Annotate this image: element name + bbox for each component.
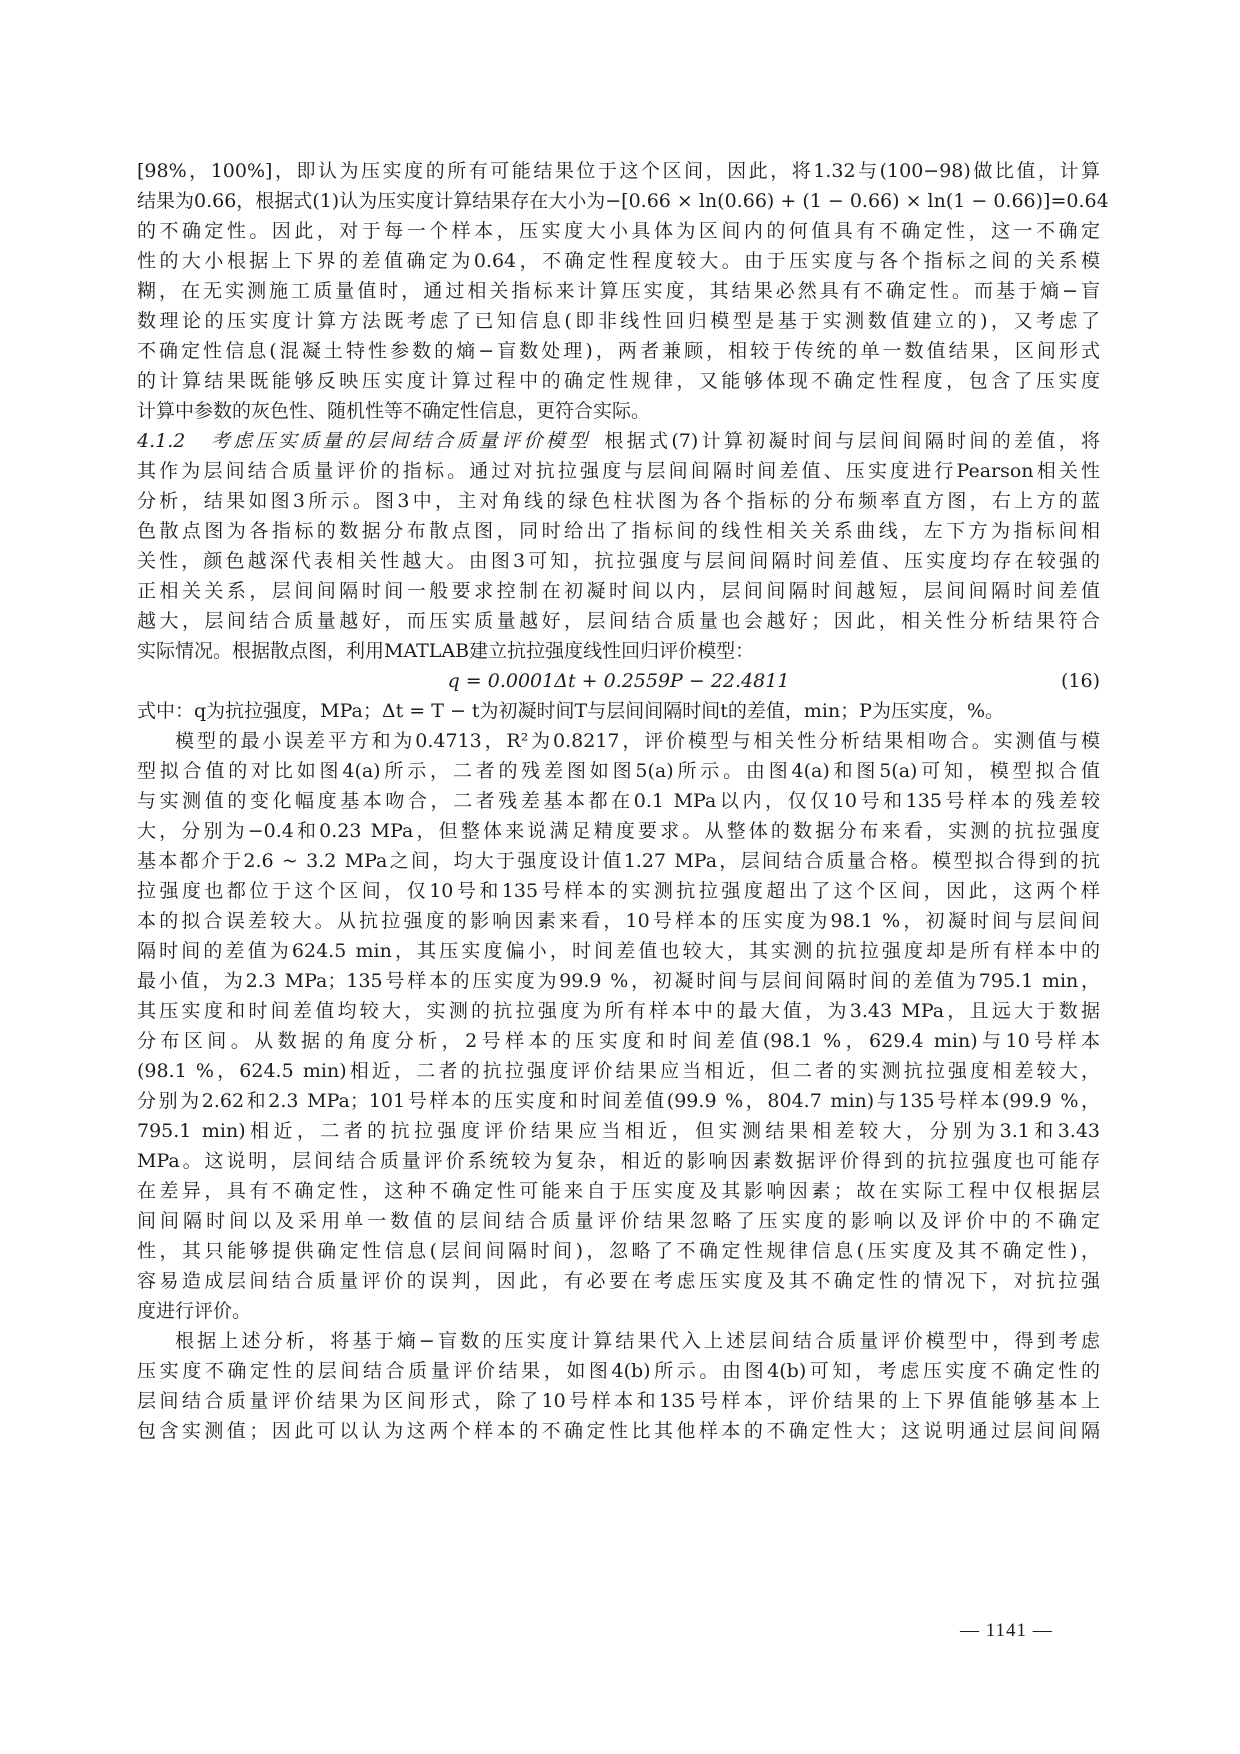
text-line: 795.1 min)相近，二者的抗拉强度评价结果应当相近，但实测结果相差较大，分别为3.1和3.43 <box>137 1120 1100 1142</box>
text-line: 与实测值的变化幅度基本吻合，二者残差基本都在0.1 MPa以内，仅仅10号和135号样本的残差较 <box>137 790 1100 812</box>
text-line: 越大，层间结合质量越好，而压实质量越好，层间结合质量也会越好；因此，相关性分析结果符合 <box>137 610 1100 632</box>
text-line: 根据上述分析，将基于熵−盲数的压实度计算结果代入上述层间结合质量评价模型中，得到考虑 <box>175 1330 1100 1352</box>
text-line: 基本都介于2.6 ~ 3.2 MPa之间，均大于强度设计值1.27 MPa，层间结合质量合格。模型拟合得到的抗 <box>137 850 1100 872</box>
equation-number: (16) <box>1060 670 1100 692</box>
text-line: 分布区间。从数据的角度分析，2号样本的压实度和时间差值(98.1 %，629.4 min)与10号样本 <box>137 1030 1100 1052</box>
text-line: 间间隔时间以及采用单一数值的层间结合质量评价结果忽略了压实度的影响以及评价中的不确定 <box>137 1210 1100 1232</box>
text-line: 正相关关系，层间间隔时间一般要求控制在初凝时间以内，层间间隔时间越短，层间间隔时间差值 <box>137 580 1100 602</box>
text-line: 包含实测值；因此可以认为这两个样本的不确定性比其他样本的不确定性大；这说明通过层间间隔 <box>137 1420 1100 1442</box>
text-line-with-formula <box>137 186 1109 216</box>
text-line: 拉强度也都位于这个区间，仅10号和135号样本的实测抗拉强度超出了这个区间，因此，这两个样 <box>137 880 1100 902</box>
text-line: 模型的最小误差平方和为0.4713，R²为0.8217，评价模型与相关性分析结果相吻合。实测值与模 <box>175 730 1100 752</box>
page-number: — 1141 — <box>960 1620 1053 1641</box>
text-line: 最小值，为2.3 MPa；135号样本的压实度为99.9 %，初凝时间与层间间隔时间的差值为795.1 min， <box>137 970 1100 992</box>
text-line: 分别为2.62和2.3 MPa；101号样本的压实度和时间差值(99.9 %，804.7 min)与135号样本(99.9 %， <box>137 1090 1100 1112</box>
text-line: 实际情况。根据散点图，利用MATLAB建立抗拉强度线性回归评价模型： <box>137 640 755 662</box>
text-line: 其作为层间结合质量评价的指标。通过对抗拉强度与层间间隔时间差值、压实度进行Pearson相关性 <box>137 460 1100 482</box>
text-line: [98%，100%]，即认为压实度的所有可能结果位于这个区间，因此，将1.32与(100−98)做比值，计算 <box>137 160 1100 182</box>
text-line: 其压实度和时间差值均较大，实测的抗拉强度为所有样本中的最大值，为3.43 MPa，且远大于数据 <box>137 1000 1100 1022</box>
text-line: (98.1 %，624.5 min)相近，二者的抗拉强度评价结果应当相近，但二者的实测抗拉强度相差较大， <box>137 1060 1100 1082</box>
text-line: MPa。这说明，层间结合质量评价系统较为复杂，相近的影响因素数据评价得到的抗拉强度也可能存 <box>137 1150 1100 1172</box>
text-line: 大，分别为−0.4和0.23 MPa，但整体来说满足精度要求。从整体的数据分布来看，实测的抗拉强度 <box>137 820 1100 842</box>
text-line: 度进行评价。 <box>137 1300 252 1322</box>
text-line: 分析，结果如图3所示。图3中，主对角线的绿色柱状图为各个指标的分布频率直方图，右上方的蓝 <box>137 490 1100 512</box>
text-line: 性的大小根据上下界的差值确定为0.64，不确定性程度较大。由于压实度与各个指标之间的关系模 <box>137 250 1100 272</box>
text-line: 不确定性信息(混凝土特性参数的熵−盲数处理)，两者兼顾，相较于传统的单一数值结果，区间形式 <box>137 340 1100 362</box>
inline-formula: −[0.66 × ln(0.66) + (1 − 0.66) × ln(1 − 0.66)]=0.64 <box>605 190 1109 212</box>
text-line: 隔时间的差值为624.5 min，其压实度偏小，时间差值也较大，其实测的抗拉强度却是所有样本中的 <box>137 940 1100 962</box>
text-line: 在差异，具有不确定性，这种不确定性可能来自于压实度及其影响因素；故在实际工程中仅根据层 <box>137 1180 1100 1202</box>
text-line: 色散点图为各指标的数据分布散点图，同时给出了指标间的线性相关关系曲线，左下方为指标间相 <box>137 520 1100 542</box>
text-line: 本的拟合误差较大。从抗拉强度的影响因素来看，10号样本的压实度为98.1 %，初凝时间与层间间 <box>137 910 1100 932</box>
text-line: 压实度不确定性的层间结合质量评价结果，如图4(b)所示。由图4(b)可知，考虑压实度不确定性的 <box>137 1360 1100 1382</box>
text-line: 容易造成层间结合质量评价的误判，因此，有必要在考虑压实度及其不确定性的情况下，对抗拉强 <box>137 1270 1100 1292</box>
equation-block <box>137 666 1100 696</box>
text-line: 数理论的压实度计算方法既考虑了已知信息(即非线性回归模型是基于实测数值建立的)，又考虑了 <box>137 310 1100 332</box>
text-line: 糊，在无实测施工质量值时，通过相关指标来计算压实度，其结果必然具有不确定性。而基于熵−盲 <box>137 280 1100 302</box>
text-line: 关性，颜色越深代表相关性越大。由图3可知，抗拉强度与层间间隔时间差值、压实度均存在较强的 <box>137 550 1100 572</box>
text-line: 型拟合值的对比如图4(a)所示，二者的残差图如图5(a)所示。由图4(a)和图5(a)可知，模型拟合值 <box>137 760 1100 782</box>
text-line: 的计算结果既能够反映压实度计算过程中的确定性规律，又能够体现不确定性程度，包含了压实度 <box>137 370 1100 392</box>
text-fragment: 根据式(7)计算初凝时间与层间间隔时间的差值，将 <box>604 430 1100 452</box>
text-fragment: 结果为0.66，根据式(1)认为压实度计算结果存在大小为 <box>137 190 606 212</box>
section-heading-line <box>137 426 1100 456</box>
text-line: 性，其只能够提供确定性信息(层间间隔时间)，忽略了不确定性规律信息(压实度及其不确定性)， <box>137 1240 1100 1262</box>
text-line: 计算中参数的灰色性、随机性等不确定性信息，更符合实际。 <box>137 400 651 422</box>
text-line: 层间结合质量评价结果为区间形式，除了10号样本和135号样本，评价结果的上下界值能够基本上 <box>137 1390 1100 1412</box>
section-title: 4.1.2 考虑压实质量的层间结合质量评价模型 <box>137 430 591 452</box>
text-line: 式中：q为抗拉强度，MPa；Δt = T − t为初凝时间T与层间间隔时间t的差值，min；P为压实度，%。 <box>137 700 1005 722</box>
equation: q = 0.0001Δt + 0.2559P − 22.4811 <box>447 670 790 692</box>
text-line: 的不确定性。因此，对于每一个样本，压实度大小具体为区间内的何值具有不确定性，这一不确定 <box>137 220 1100 242</box>
